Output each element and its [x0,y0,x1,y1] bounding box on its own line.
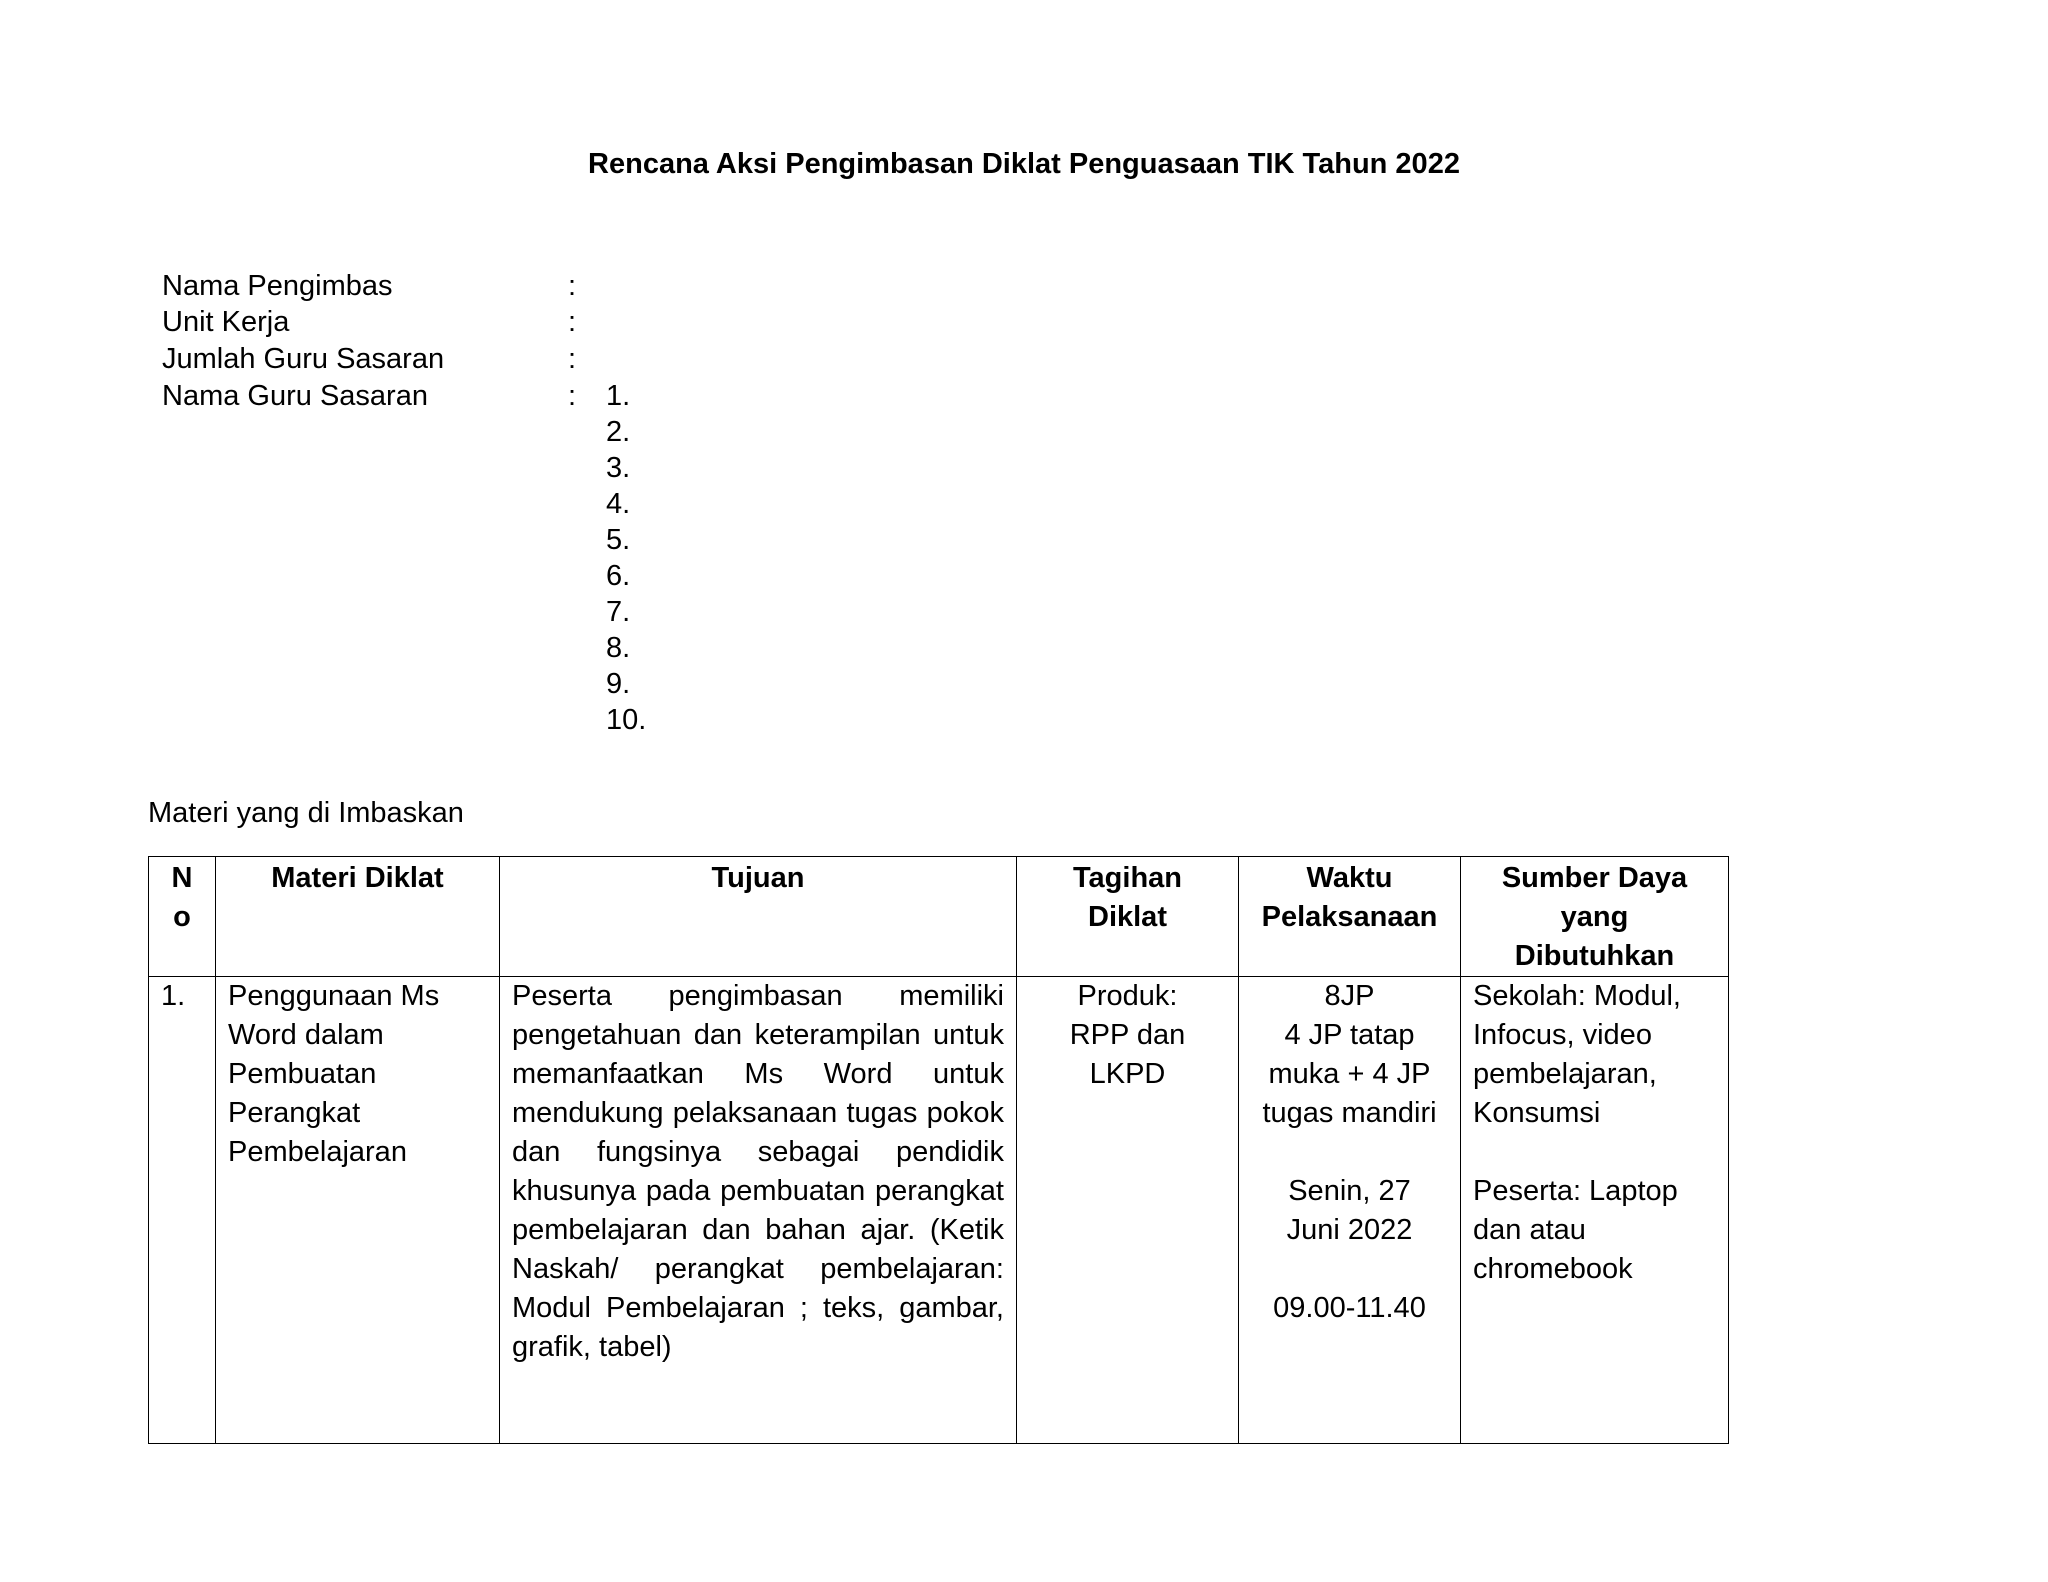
teacher-list-item: 8. [606,632,631,664]
header-tagihan: Tagihan Diklat [1017,857,1239,977]
cell-waktu: 8JP 4 JP tatap muka + 4 JP tugas mandiri Senin, 27 Juni 2022 09.00-11.40 [1239,977,1461,1444]
cell-materi: Penggunaan Ms Word dalam Pembuatan Perangkat Pembelajaran [216,977,500,1444]
cell-tujuan: Peserta pengimbasan memiliki pengetahuan dan keterampilan untuk memanfaatkan Ms Word untuk mendukung pelaksanaan tugas pokok dan fungsinya sebagai pendidik khusunya pada pembuatan perangkat pembelajaran dan bahan ajar. (Ketik Naskah/ perangkat pembelajaran: Modul Pembelajaran ; teks, gambar, grafik, tabel) [500,977,1017,1444]
teacher-list-item: 4. [606,488,631,520]
materi-table [148,856,1729,1444]
label-unit-kerja: Unit Kerja [162,306,290,338]
colon-unit-kerja: : [568,306,577,338]
label-nama-pengimbas: Nama Pengimbas [162,270,393,302]
teacher-list-item: 6. [606,560,631,592]
cell-tagihan: Produk: RPP dan LKPD [1017,977,1239,1444]
label-nama-guru: Nama Guru Sasaran [162,380,428,412]
label-jumlah-guru: Jumlah Guru Sasaran [162,343,445,375]
teacher-list [606,378,646,738]
cell-no: 1. [149,977,216,1444]
header-tujuan: Tujuan [500,857,1017,977]
table-row [149,977,1729,1444]
header-sumber: Sumber Daya yang Dibutuhkan [1461,857,1729,977]
colon-nama-guru: : [568,380,577,412]
colon-nama-pengimbas: : [568,270,577,302]
header-no: N o [149,857,216,977]
teacher-list-item: 7. [606,596,631,628]
teacher-list-item: 3. [606,452,631,484]
teacher-list-item: 9. [606,668,631,700]
teacher-list-item: 1. [606,380,631,412]
teacher-list-item: 5. [606,524,631,556]
teacher-list-item: 10. [606,704,647,736]
colon-jumlah-guru: : [568,343,577,375]
header-waktu: Waktu Pelaksanaan [1239,857,1461,977]
cell-sumber: Sekolah: Modul, Infocus, video pembelajaran, Konsumsi Peserta: Laptop dan atau chromebook [1461,977,1729,1444]
document-title: Rencana Aksi Pengimbasan Diklat Penguasaan TIK Tahun 2022 [588,148,1460,180]
section-label-materi: Materi yang di Imbaskan [148,797,464,829]
table-header-row [149,857,1729,977]
header-materi: Materi Diklat [216,857,500,977]
teacher-list-item: 2. [606,416,631,448]
